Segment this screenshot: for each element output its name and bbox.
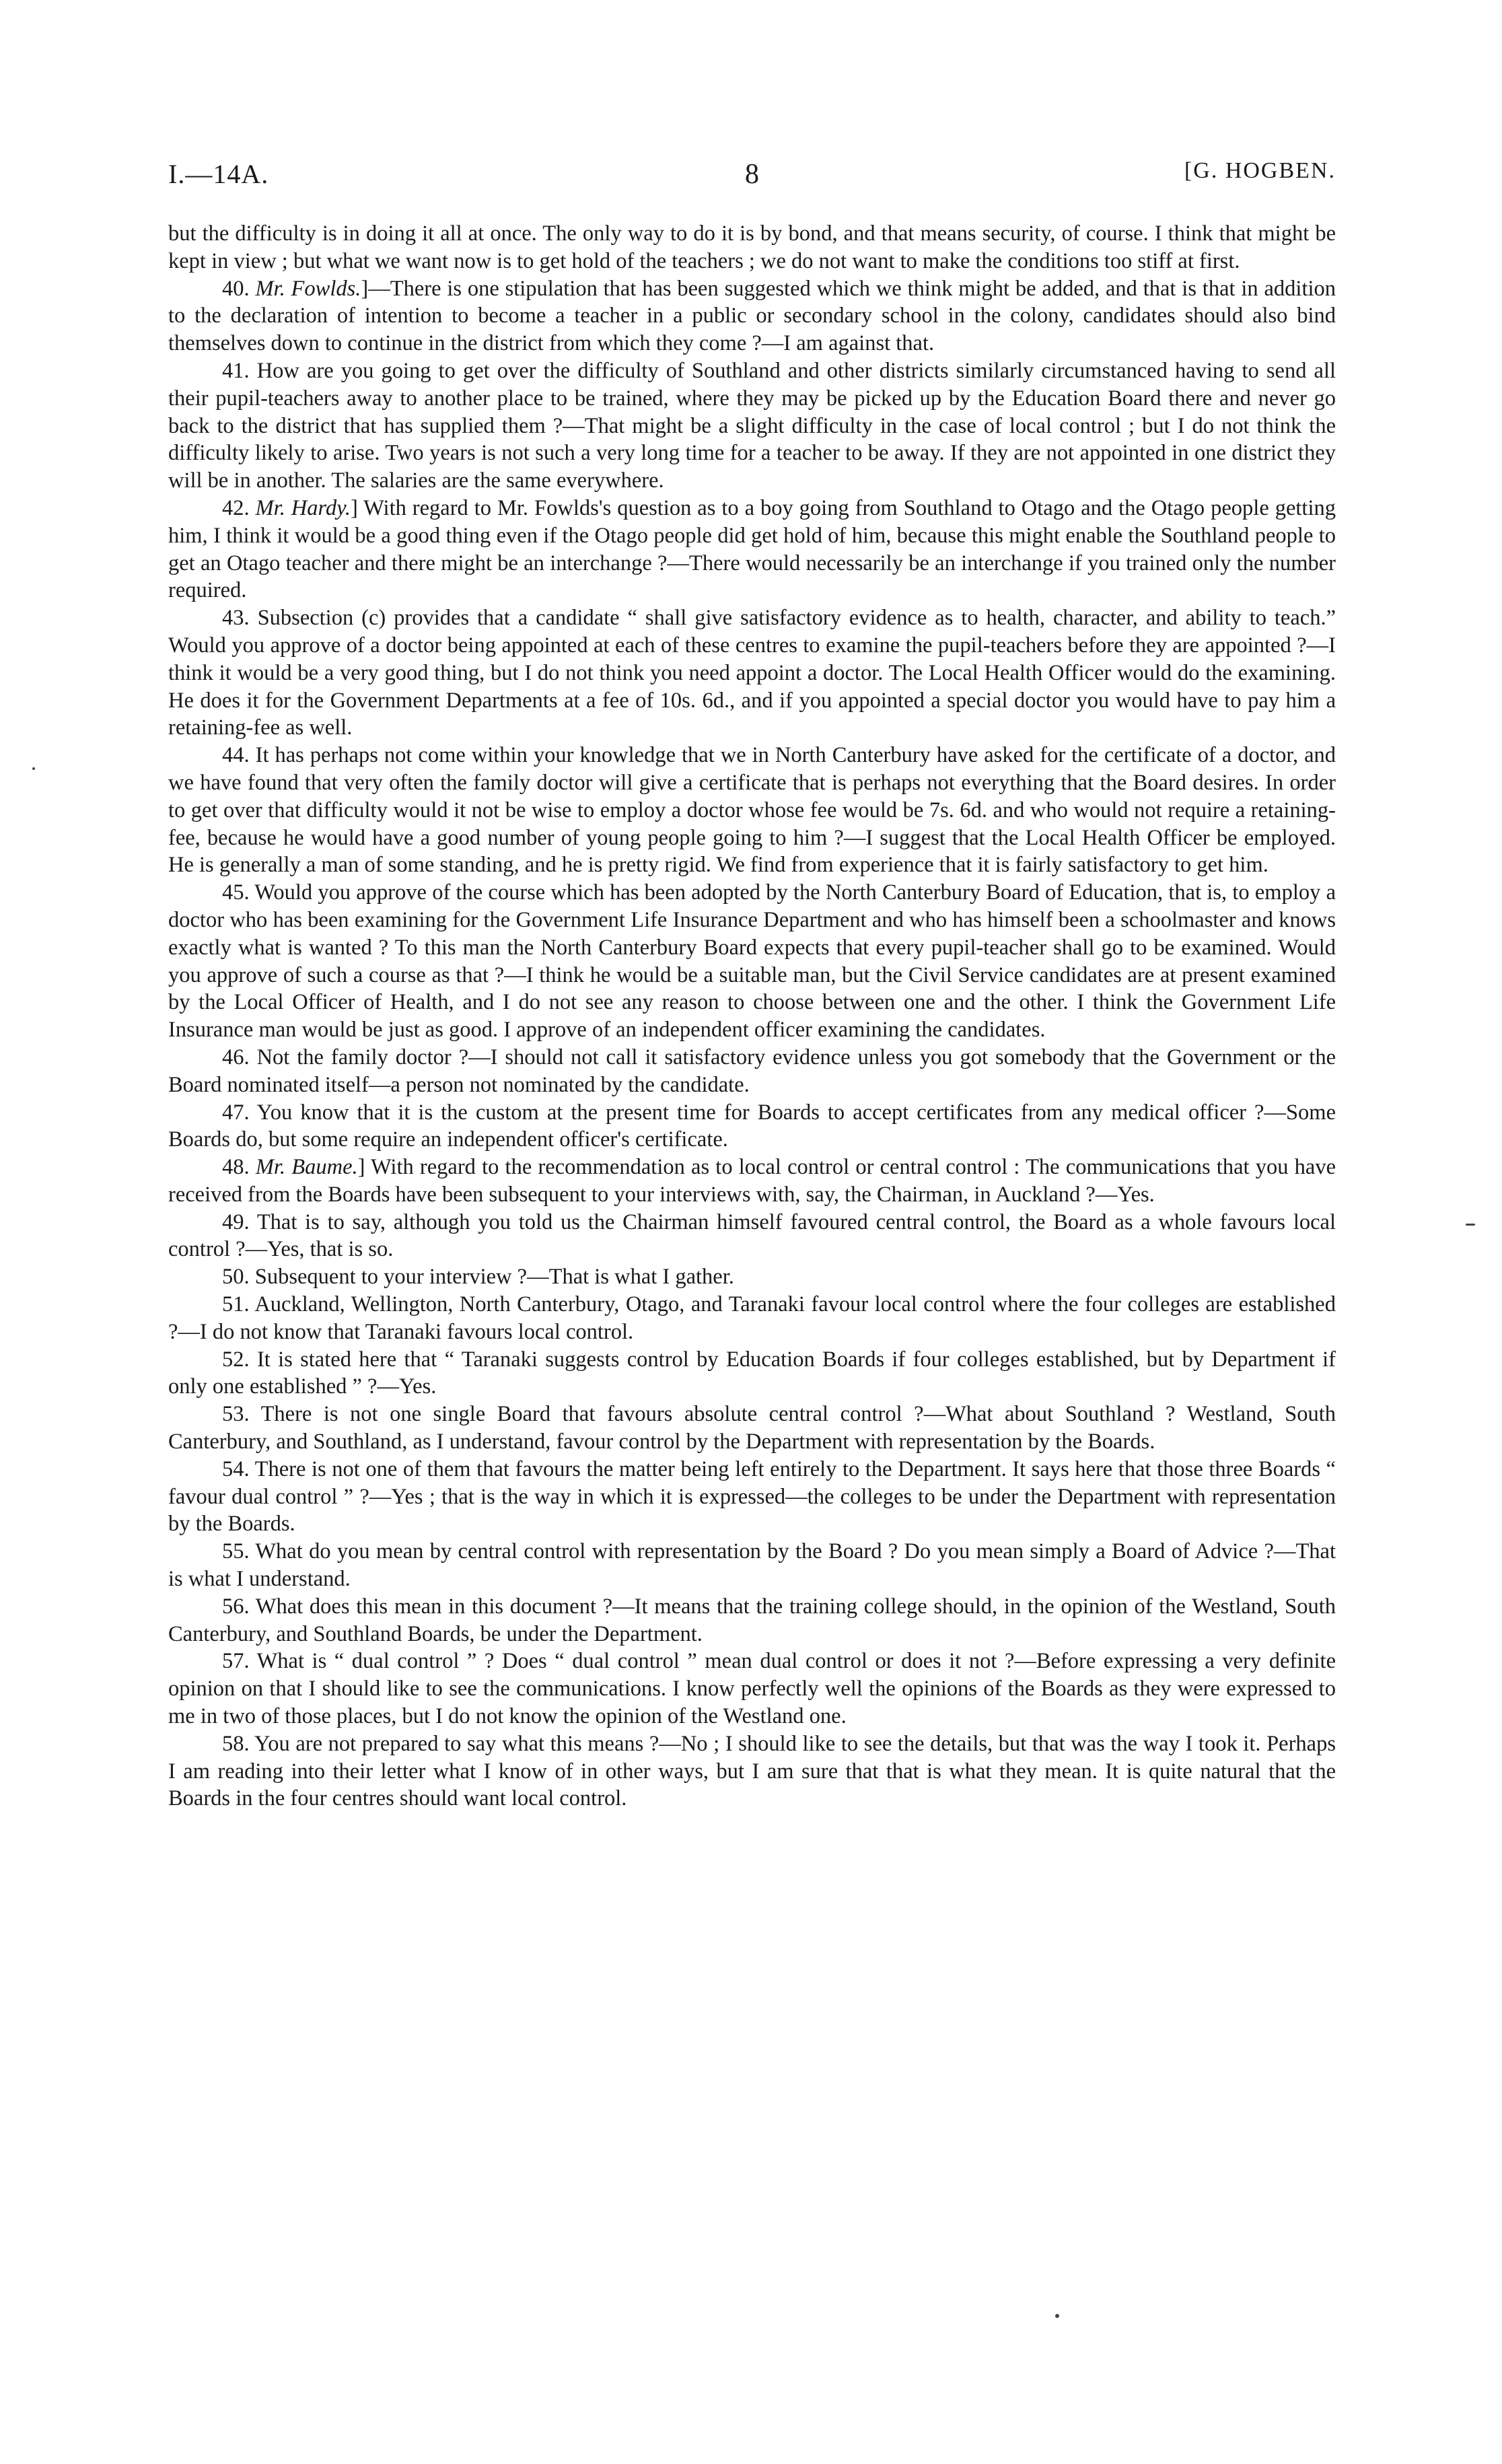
question-number: 51.: [222, 1292, 250, 1317]
paragraph-text: How are you going to get over the difficulty of Southland and other districts similarly circumstanced having to send all their pupil-teachers away to another place to be trained, where they may be picked up by the Education Board there and never go back to the district that has supplied them ?—That might be a slight difficulty in the case of local control ; but I do not think the difficulty likely to arise. Two years is not such a very long time for a teacher to be away. If they are not appointed in one district they will be in another. The salaries are the same everywhere.: [168, 358, 1336, 493]
paragraph: [168, 1538, 1336, 1593]
scan-speck: [1466, 1224, 1475, 1226]
paragraph-text: Subsequent to your interview ?—That is what I gather.: [254, 1265, 734, 1290]
paragraph: [168, 742, 1336, 879]
question-number: 58.: [222, 1731, 250, 1756]
paragraph-text: ]—There is one stipulation that has been suggested which we think might be added, and that is that in addition to the declaration of intention to become a teacher in a public or secondary school in the colony, candidates should also bind themselves down to continue in the district from which they come ?—I am against that.: [168, 276, 1336, 356]
paragraph: [168, 1593, 1336, 1648]
page-number: 8: [745, 159, 759, 190]
scan-speck: [32, 767, 35, 770]
paragraph-text: ] With regard to the recommendation as to local control or central control : The communications that you have received from the Boards have been subsequent to your interviews with, say, the Chairman, in Auckland ?—Yes.: [168, 1155, 1336, 1207]
scan-speck: [1055, 2314, 1059, 2318]
question-number: 55.: [222, 1539, 250, 1564]
question-number: 46.: [222, 1045, 250, 1069]
page-header: [168, 158, 1336, 212]
paragraph: [168, 1648, 1336, 1730]
question-number: 48.: [222, 1155, 250, 1180]
paragraph: [168, 357, 1336, 495]
paragraph-text: It is stated here that “ Taranaki suggests control by Education Boards if four colleges established, but by Department if only one established ” ?—Yes.: [168, 1347, 1336, 1399]
document-page: [168, 158, 1336, 1812]
paper-reference: I.—14A.: [168, 159, 269, 189]
paragraph-text: What does this mean in this document ?—It means that the training college should, in the opinion of the Westland, South Canterbury, and Southland Boards, be under the Department.: [168, 1594, 1336, 1646]
body-text: [168, 220, 1336, 1812]
paragraph-text: It has perhaps not come within your knowledge that we in North Canterbury have asked for the certificate of a doctor, and we have found that very often the family doctor will give a certificate that is perhaps not everything that the Board desires. In order to get over that difficulty would it not be wise to employ a doctor whose fee would be 7s. 6d. and who would not require a retaining-fee, because he would have a good number of young people going to him ?—I suggest that the Local Health Officer be employed. He is generally a man of some standing, and he is pretty rigid. We find from experience that it is fairly satisfactory to get him.: [168, 743, 1336, 878]
paragraph-text: What is “ dual control ” ? Does “ dual control ” mean dual control or does it not ?—Before expressing a very definite opinion on that I should like to see the communications. I know perfectly well the opinions of the Boards as they were expressed to me in two of those places, but I do not know the opinion of the Westland one.: [168, 1649, 1336, 1729]
paragraph: [168, 1401, 1336, 1456]
paragraph-text: You know that it is the custom at the present time for Boards to accept certificates from any medical officer ?—Some Boards do, but some require an independent officer's certificate.: [168, 1100, 1336, 1152]
paragraph: [168, 1154, 1336, 1209]
paragraph-text: Auckland, Wellington, North Canterbury, Otago, and Taranaki favour local control where the four colleges are established ?—I do not know that Taranaki favours local control.: [168, 1292, 1336, 1344]
paragraph-text: Would you approve of the course which has been adopted by the North Canterbury Board of Education, that is, to employ a doctor who has been examining for the Government Life Insurance Department and who has himself been a schoolmaster and knows exactly what is wanted ? To this man the North Canterbury Board expects that every pupil-teacher shall go to be examined. Would you approve of such a course as that ?—I think he would be a suitable man, but the Civil Service candidates are at present examined by the Local Officer of Health, and I do not see any reason to choose between one and the other. I think the Government Life Insurance man would be just as good. I approve of an independent officer examining the candidates.: [168, 880, 1336, 1043]
question-number: 42.: [222, 495, 250, 520]
paragraph: [168, 1099, 1336, 1154]
paragraph-text: That is to say, although you told us the Chairman himself favoured central control, the Board as a whole favours local control ?—Yes, that is so.: [168, 1209, 1336, 1262]
paragraph-text: ] With regard to Mr. Fowlds's question as to a boy going from Southland to Otago and the Otago people getting him, I think it would be a good thing even if the Otago people did get hold of him, because this might enable the Southland people to get an Otago teacher and there might be an interchange ?—There would necessarily be an interchange if you trained only the number required.: [168, 495, 1336, 603]
question-number: 41.: [222, 358, 250, 383]
question-number: 44.: [222, 743, 250, 768]
question-number: 54.: [222, 1456, 250, 1481]
question-number: 56.: [222, 1594, 250, 1619]
question-number: 52.: [222, 1347, 250, 1372]
question-number: 43.: [222, 606, 250, 631]
speaker-name: Mr. Fowlds.: [255, 276, 361, 301]
speaker-name: Mr. Hardy.: [255, 495, 351, 520]
paragraph: [168, 1346, 1336, 1401]
paragraph: [168, 495, 1336, 604]
paragraph: [168, 1730, 1336, 1812]
question-number: 50.: [222, 1265, 250, 1290]
paragraph: [168, 275, 1336, 357]
question-number: 53.: [222, 1402, 250, 1427]
paragraph-text: There is not one single Board that favours absolute central control ?—What about Southland ? Westland, South Canterbury, and Southland, as I understand, favour control by the Department with representation by the Boards.: [168, 1402, 1336, 1454]
question-number: 49.: [222, 1209, 250, 1234]
speaker-name: Mr. Baume.: [255, 1155, 358, 1180]
paragraph: [168, 604, 1336, 742]
paragraph: [168, 1456, 1336, 1538]
paragraph-text: but the difficulty is in doing it all at once. The only way to do it is by bond, and that means security, of course. I think that might be kept in view ; but what we want now is to get hold of the teachers ; we do not want to make the conditions too stiff at first.: [168, 221, 1336, 273]
question-number: 57.: [222, 1649, 250, 1674]
question-number: 45.: [222, 880, 250, 905]
paragraph-text: There is not one of them that favours the matter being left entirely to the Department. It says here that those three Boards “ favour dual control ” ?—Yes ; that is the way in which it is expressed—the colleges to be under the Department with representation by the Boards.: [168, 1456, 1336, 1537]
paragraph-text: What do you mean by central control with representation by the Board ? Do you mean simply a Board of Advice ?—That is what I understand.: [168, 1539, 1336, 1592]
paragraph: [168, 1263, 1336, 1291]
question-number: 40.: [222, 276, 250, 301]
paragraph: [168, 220, 1336, 275]
paragraph: [168, 879, 1336, 1044]
paragraph: [168, 1044, 1336, 1099]
witness-name: [G. HOGBEN.: [1184, 158, 1336, 183]
paragraph-text: Not the family doctor ?—I should not call it satisfactory evidence unless you got somebody that the Government or the Board nominated itself—a person not nominated by the candidate.: [168, 1045, 1336, 1097]
paragraph: [168, 1209, 1336, 1264]
paragraph: [168, 1291, 1336, 1346]
paragraph-text: Subsection (c) provides that a candidate “ shall give satisfactory evidence as to health, character, and ability to teach.” Would you approve of a doctor being appointed at each of these centres to examine the pupil-teachers before they are appointed ?—I think it would be a very good thing, but I do not think you need appoint a doctor. The Local Health Officer would do the examining. He does it for the Government Departments at a fee of 10s. 6d., and if you appointed a special doctor you would have to pay him a retaining-fee as well.: [168, 606, 1336, 740]
question-number: 47.: [222, 1100, 250, 1125]
paragraph-text: You are not prepared to say what this means ?—No ; I should like to see the details, but that was the way I took it. Perhaps I am reading into their letter what I know of in other ways, but I am sure that that is what they mean. It is quite natural that the Boards in the four centres should want local control.: [168, 1731, 1336, 1811]
